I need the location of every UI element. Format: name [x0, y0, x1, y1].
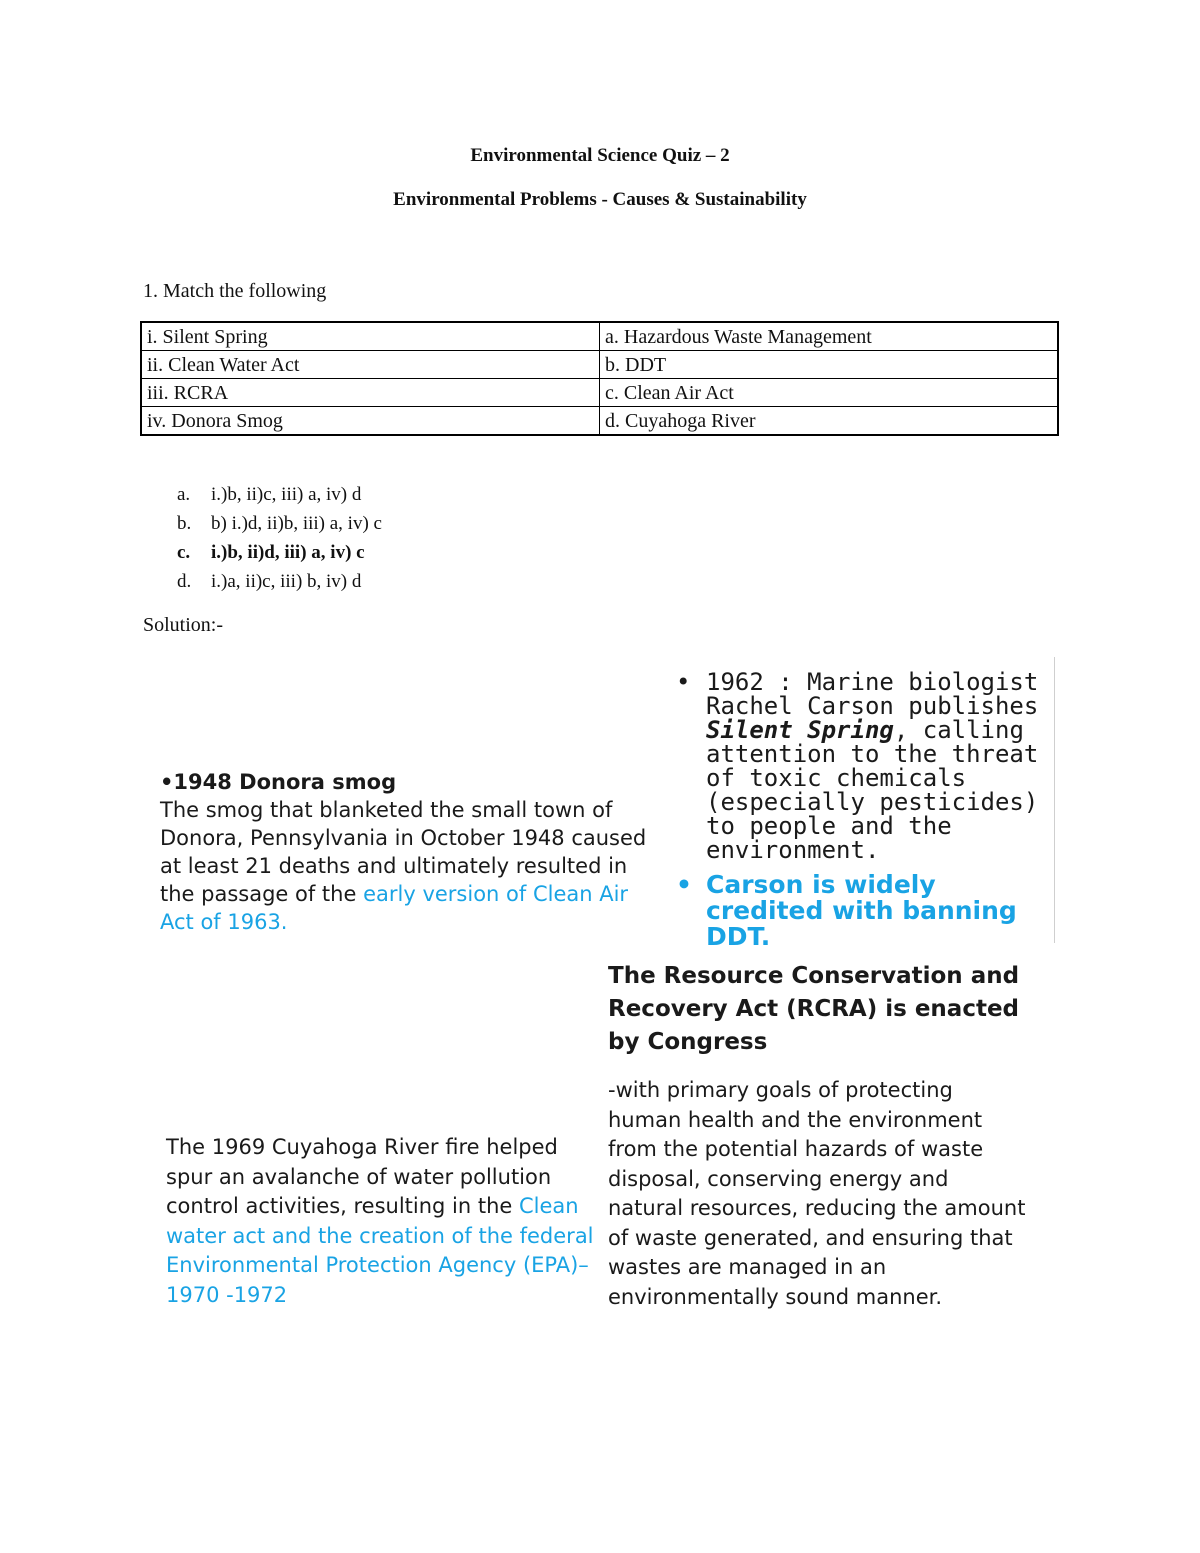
- carson-text-after: , calling attention to the threat of toxic chemicals (especially pesticides) to people and the environment.: [706, 716, 1039, 864]
- option-d[interactable]: [177, 567, 382, 596]
- option-letter: c.: [177, 542, 191, 563]
- cuyahoga-highlight: Clean water act and the creation of the federal Environmental Protection Agency (EPA)– 1970 -1972: [166, 1194, 594, 1307]
- bullet-icon: •: [676, 870, 692, 899]
- carson-text-before: 1962 : Marine biologist Rachel Carson publishes: [706, 668, 1039, 720]
- table-row: [141, 379, 1058, 407]
- option-c-correct[interactable]: [177, 538, 382, 567]
- carson-emphasis: Silent Spring: [706, 716, 894, 744]
- page-subtitle: Environmental Problems - Causes & Sustainability: [393, 189, 807, 210]
- table-cell-left: iv. Donora Smog: [141, 407, 600, 436]
- cuyahoga-card: [166, 1133, 596, 1310]
- divider-line: [1054, 657, 1055, 943]
- matching-table: [140, 321, 1059, 436]
- carson-bullet-2: [676, 872, 1054, 950]
- carson-bullet-1: [676, 670, 1054, 862]
- rcra-body: -with primary goals of protecting human health and the environment from the potential hazards of waste disposal, conserving energy and natural resources, reducing the amount of waste generated, and ensuring that wastes are managed in an environmentally sound manner.: [608, 1078, 1026, 1309]
- cuyahoga-text: The 1969 Cuyahoga River fire helped spur an avalanche of water pollution control activities, resulting in the: [166, 1135, 558, 1218]
- table-cell-right: d. Cuyahoga River: [600, 407, 1059, 436]
- table-cell-left: iii. RCRA: [141, 379, 600, 407]
- option-b[interactable]: [177, 509, 382, 538]
- question-prompt: 1. Match the following: [143, 280, 327, 302]
- table-row: [141, 322, 1058, 351]
- carson-text: [706, 670, 1054, 862]
- table-cell-left: ii. Clean Water Act: [141, 351, 600, 379]
- option-text: i.)b, ii)c, iii) a, iv) d: [211, 484, 362, 505]
- table-cell-right: a. Hazardous Waste Management: [600, 322, 1059, 351]
- option-text: i.)a, ii)c, iii) b, iv) d: [211, 571, 362, 592]
- rcra-heading: The Resource Conservation and Recovery Act (RCRA) is enacted by Congress: [608, 963, 1020, 1055]
- solution-label: Solution:-: [143, 614, 224, 636]
- carson-highlight: Carson is widely credited with banning DDT.: [706, 870, 1017, 951]
- donora-smog-card: [160, 768, 660, 936]
- answer-options: [177, 480, 382, 596]
- option-a[interactable]: [177, 480, 382, 509]
- page-title: Environmental Science Quiz – 2: [470, 145, 730, 166]
- option-letter: d.: [177, 571, 192, 592]
- donora-body: [160, 796, 660, 936]
- table-row: [141, 351, 1058, 379]
- donora-highlight: early version of Clean Air Act of 1963.: [160, 882, 629, 934]
- donora-heading: •1948 Donora smog: [160, 770, 397, 794]
- option-letter: a.: [177, 484, 191, 505]
- silent-spring-card: [676, 670, 1054, 950]
- option-text: i.)b, ii)d, iii) a, iv) c: [211, 542, 365, 563]
- option-text: b) i.)d, ii)b, iii) a, iv) c: [211, 513, 382, 534]
- table-cell-right: c. Clean Air Act: [600, 379, 1059, 407]
- bullet-icon: •: [676, 668, 691, 696]
- donora-text: The smog that blanketed the small town of Donora, Pennsylvania in October 1948 caused at least 21 deaths and ultimately resulted in the passage of the: [160, 798, 647, 906]
- table-cell-left: i. Silent Spring: [141, 322, 600, 351]
- table-row: [141, 407, 1058, 436]
- table-cell-right: b. DDT: [600, 351, 1059, 379]
- option-letter: b.: [177, 513, 192, 534]
